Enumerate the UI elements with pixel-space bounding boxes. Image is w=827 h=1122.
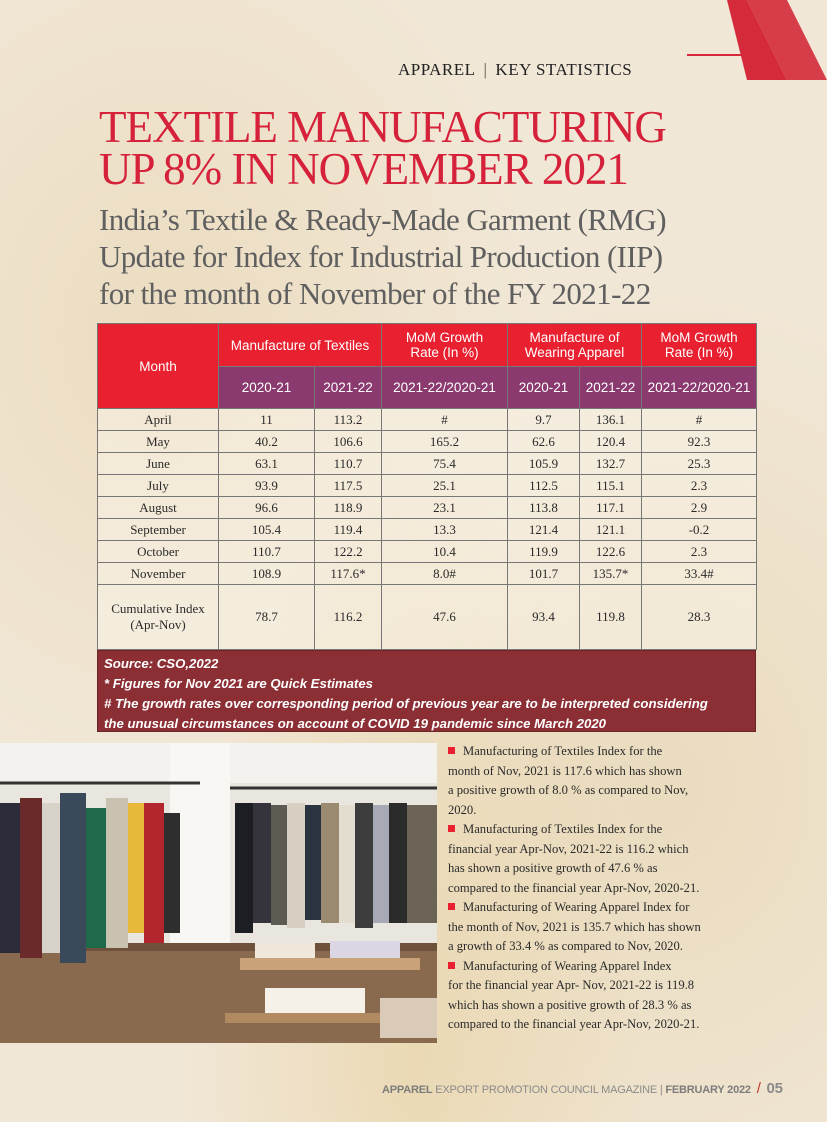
highlight-bullet — [448, 898, 738, 957]
table-row — [98, 497, 757, 519]
value-cell: 135.7* — [580, 563, 642, 585]
value-cell: 132.7 — [580, 453, 642, 475]
value-cell: 13.3 — [382, 519, 508, 541]
cumulative-value-cell: 28.3 — [642, 585, 757, 650]
value-cell: 120.4 — [580, 431, 642, 453]
month-cell: October — [98, 541, 219, 563]
page-footer — [382, 1080, 783, 1097]
table-row — [98, 519, 757, 541]
cumulative-value-cell: 93.4 — [508, 585, 580, 650]
value-cell: 110.7 — [315, 453, 382, 475]
source-line: Source: CSO,2022 — [104, 656, 219, 671]
value-cell: 101.7 — [508, 563, 580, 585]
table-row — [98, 541, 757, 563]
value-cell: 23.1 — [382, 497, 508, 519]
footer-brand: APPAREL — [382, 1084, 433, 1096]
highlight-bullet — [448, 957, 738, 1035]
footer-magazine: EXPORT PROMOTION COUNCIL MAGAZINE — [435, 1084, 657, 1096]
footer-slash: / — [756, 1080, 761, 1097]
bullet-text-line: compared to the financial year Apr-Nov, 2020-21. — [448, 1017, 700, 1031]
subheader-cell: 2020-21 — [219, 367, 315, 409]
month-cell: June — [98, 453, 219, 475]
value-cell: 96.6 — [219, 497, 315, 519]
footer-issue: FEBRUARY 2022 — [665, 1084, 751, 1096]
footer-separator: | — [659, 1084, 663, 1096]
month-header: Month — [98, 324, 219, 409]
value-cell: 2.3 — [642, 541, 757, 563]
table-row — [98, 409, 757, 431]
source-notes — [97, 650, 756, 732]
bullet-text-line: 2020. — [448, 802, 477, 817]
bullet-text-line: Manufacturing of Textiles Index for the — [463, 822, 663, 836]
value-cell: # — [642, 409, 757, 431]
bullet-square-icon — [448, 747, 455, 754]
value-cell: 33.4# — [642, 563, 757, 585]
section-topic: KEY STATISTICS — [495, 60, 633, 79]
month-cell: April — [98, 409, 219, 431]
month-cell: September — [98, 519, 219, 541]
headline — [99, 102, 739, 194]
bullet-text-line: a growth of 33.4 % as compared to Nov, 2020. — [448, 939, 683, 953]
value-cell: 25.3 — [642, 453, 757, 475]
bullet-text-line: the month of Nov, 2021 is 135.7 which has shown — [448, 919, 701, 934]
apparel-growth-header: MoM Growth Rate (In %) — [642, 324, 757, 367]
value-cell: 165.2 — [382, 431, 508, 453]
bullet-text-line: which has shown a positive growth of 28.3 % as — [448, 997, 692, 1012]
cumulative-value-cell: 119.8 — [580, 585, 642, 650]
value-cell: 113.2 — [315, 409, 382, 431]
value-cell: 2.9 — [642, 497, 757, 519]
table-row — [98, 475, 757, 497]
section-name: APPAREL — [398, 60, 476, 79]
value-cell: 121.4 — [508, 519, 580, 541]
value-cell: 106.6 — [315, 431, 382, 453]
value-cell: 110.7 — [219, 541, 315, 563]
month-cell: November — [98, 563, 219, 585]
subhead-line3: for the month of November of the FY 2021-22 — [99, 276, 651, 311]
bullet-square-icon — [448, 825, 455, 832]
value-cell: 75.4 — [382, 453, 508, 475]
value-cell: 2.3 — [642, 475, 757, 497]
subheader-cell: 2021-22/2020-21 — [642, 367, 757, 409]
value-cell: 108.9 — [219, 563, 315, 585]
value-cell: 63.1 — [219, 453, 315, 475]
subhead-line1: India’s Textile & Ready-Made Garment (RMG) — [99, 202, 666, 237]
textiles-header: Manufacture of Textiles — [219, 324, 382, 367]
cumulative-value-cell: 78.7 — [219, 585, 315, 650]
cumulative-value-cell: 47.6 — [382, 585, 508, 650]
bullet-square-icon — [448, 962, 455, 969]
table-row — [98, 431, 757, 453]
value-cell: 40.2 — [219, 431, 315, 453]
month-cell: August — [98, 497, 219, 519]
value-cell: 8.0# — [382, 563, 508, 585]
value-cell: 62.6 — [508, 431, 580, 453]
month-cell: July — [98, 475, 219, 497]
value-cell: 113.8 — [508, 497, 580, 519]
clothing-store-photo — [0, 743, 437, 1043]
value-cell: 122.2 — [315, 541, 382, 563]
table-row — [98, 563, 757, 585]
value-cell: 9.7 — [508, 409, 580, 431]
bullet-text-line: a positive growth of 8.0 % as compared to Nov, — [448, 783, 689, 797]
value-cell: 105.4 — [219, 519, 315, 541]
bullet-text-line: Manufacturing of Wearing Apparel Index — [463, 958, 672, 973]
bullet-text-line: compared to the financial year Apr-Nov, 2020-21. — [448, 880, 700, 895]
headline-line1: TEXTILE MANUFACTURING — [99, 102, 666, 152]
cumulative-label: Cumulative Index (Apr-Nov) — [98, 585, 219, 650]
iip-statistics-table — [97, 323, 757, 650]
value-cell: 118.9 — [315, 497, 382, 519]
value-cell: 136.1 — [580, 409, 642, 431]
bullet-text-line: has shown a positive growth of 47.6 % as — [448, 861, 658, 875]
subheader-cell: 2021-22 — [315, 367, 382, 409]
subheader-cell: 2021-22/2020-21 — [382, 367, 508, 409]
corner-decoration — [687, 0, 827, 80]
cumulative-row — [98, 585, 757, 650]
value-cell: 117.5 — [315, 475, 382, 497]
subheader-cell: 2021-22 — [580, 367, 642, 409]
section-label — [398, 60, 632, 80]
bullet-text-line: Manufacturing of Wearing Apparel Index for — [463, 900, 690, 914]
value-cell: 92.3 — [642, 431, 757, 453]
value-cell: 122.6 — [580, 541, 642, 563]
subhead-line2: Update for Index for Industrial Production (IIP) — [99, 239, 663, 274]
table-body — [98, 409, 757, 650]
value-cell: 119.9 — [508, 541, 580, 563]
value-cell: 10.4 — [382, 541, 508, 563]
textiles-growth-header: MoM Growth Rate (In %) — [382, 324, 508, 367]
bullet-text-line: month of Nov, 2021 is 117.6 which has shown — [448, 763, 682, 778]
value-cell: 117.1 — [580, 497, 642, 519]
bullet-text-line: Manufacturing of Textiles Index for the — [463, 744, 663, 758]
bullet-text-line: for the financial year Apr- Nov, 2021-22 is 119.8 — [448, 978, 695, 992]
value-cell: -0.2 — [642, 519, 757, 541]
highlight-bullet — [448, 742, 738, 820]
subheader-cell: 2020-21 — [508, 367, 580, 409]
value-cell: 25.1 — [382, 475, 508, 497]
highlight-bullet — [448, 820, 738, 898]
section-separator: | — [483, 60, 488, 79]
value-cell: 11 — [219, 409, 315, 431]
key-highlights — [448, 742, 738, 1035]
bullet-text-line: financial year Apr-Nov, 2021-22 is 116.2 which — [448, 841, 689, 856]
value-cell: 105.9 — [508, 453, 580, 475]
table-row — [98, 453, 757, 475]
subheadline — [99, 201, 779, 312]
value-cell: 121.1 — [580, 519, 642, 541]
value-cell: 119.4 — [315, 519, 382, 541]
headline-line2: UP 8% IN NOVEMBER 2021 — [99, 144, 628, 194]
month-cell: May — [98, 431, 219, 453]
footnote-quick-estimates: * Figures for Nov 2021 are Quick Estimates — [104, 676, 373, 691]
value-cell: 117.6* — [315, 563, 382, 585]
value-cell: 93.9 — [219, 475, 315, 497]
bullet-square-icon — [448, 903, 455, 910]
page-number: 05 — [766, 1080, 783, 1097]
value-cell: 115.1 — [580, 475, 642, 497]
cumulative-value-cell: 116.2 — [315, 585, 382, 650]
footnote-covid: the unusual circumstances on account of COVID 19 pandemic since March 2020 — [104, 716, 607, 731]
value-cell: 112.5 — [508, 475, 580, 497]
apparel-header: Manufacture of Wearing Apparel — [508, 324, 642, 367]
footnote-growth-rates: # The growth rates over corresponding period of previous year are to be interpreted considering — [104, 696, 708, 711]
value-cell: # — [382, 409, 508, 431]
